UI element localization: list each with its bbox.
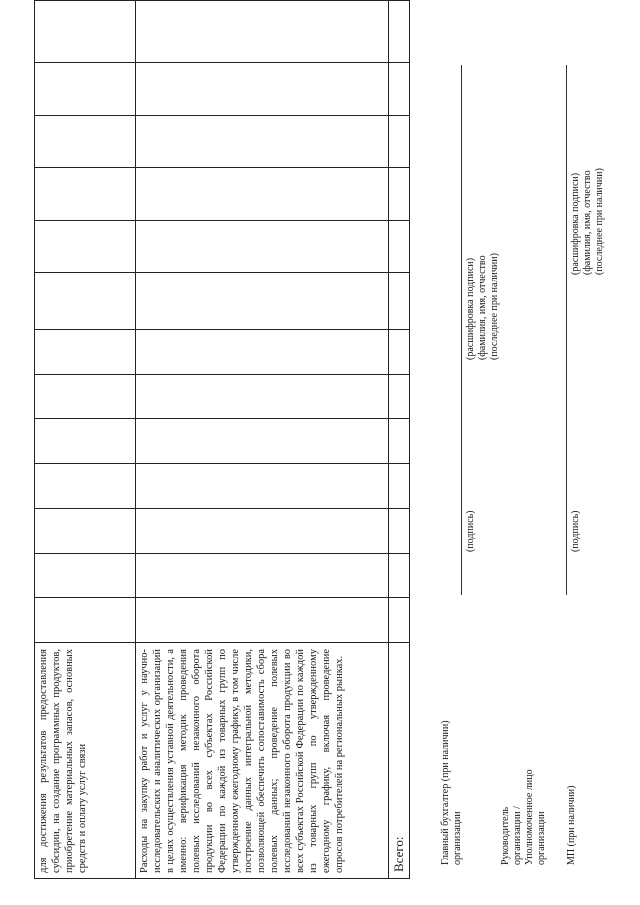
table-cell — [35, 643, 136, 879]
table-cell — [389, 115, 410, 168]
table-cell — [136, 273, 389, 329]
table-row-total — [389, 1, 410, 879]
table-cell — [389, 273, 410, 329]
table-cell — [35, 374, 136, 419]
table-cell — [389, 374, 410, 419]
table-cell — [389, 329, 410, 374]
table-cell — [35, 63, 136, 116]
table-row — [136, 1, 389, 879]
table-cell — [136, 553, 389, 598]
table-cell — [35, 508, 136, 553]
table-row — [35, 1, 136, 879]
accountant-signature-line — [461, 65, 462, 595]
table-cell — [35, 598, 136, 643]
table-cell — [35, 464, 136, 509]
table-cell — [389, 63, 410, 116]
table-cell — [136, 63, 389, 116]
row-description: Расходы на закупку работ и услуг у научно-исследовательских и аналитических организаций в целях осуществления уставной деятельности, а именно: верификация методик проведения полевых исследований незаконного оборота продукции во всех субъектах Российской Федерации по каждой из товарных групп по утвержденному ежегодному графику, в том числе построение данных интегральной методики, позволяющей обеспечить сопоставимость сбора полевых данных; проведение полевых исследований незаконного оборота продукции во всех субъектах Российской Федерации по каждой из товарных групп по утвержденному ежегодному графику, включая проведение опросов потребителей на региональных рынках. — [139, 649, 345, 873]
table-cell — [136, 374, 389, 419]
table-cell — [35, 168, 136, 221]
head-label: Руководитель организации / Уполномоченное лицо организации — [500, 769, 547, 865]
table-cell — [136, 329, 389, 374]
table-cell — [136, 598, 389, 643]
accountant-decode-caption-1: (расшифровка подписи) — [465, 257, 476, 360]
table-cell — [35, 553, 136, 598]
head-decode-caption-3: (последнее при наличии) — [594, 168, 605, 275]
table-cell — [136, 168, 389, 221]
seal-label: МП (при наличии) — [566, 785, 577, 865]
table-cell — [136, 419, 389, 464]
table-cell — [389, 508, 410, 553]
table-cell — [389, 168, 410, 221]
table-cell — [35, 419, 136, 464]
table-cell — [35, 329, 136, 374]
table-cell — [136, 508, 389, 553]
table-cell — [136, 220, 389, 273]
table-cell — [389, 553, 410, 598]
head-signature-caption: (подпись) — [570, 510, 581, 552]
table-cell — [389, 598, 410, 643]
accountant-decode-caption-3: (последнее при наличии) — [489, 253, 500, 360]
table-cell — [35, 273, 136, 329]
head-decode-caption-1: (расшифровка подписи) — [570, 172, 581, 275]
table-cell — [389, 220, 410, 273]
table-cell — [136, 464, 389, 509]
table-cell — [389, 1, 410, 63]
table-cell — [389, 643, 410, 879]
accountant-label: Главный бухгалтер (при наличии) организации — [440, 720, 463, 865]
table-cell — [136, 115, 389, 168]
table-cell — [35, 1, 136, 63]
table-cell — [136, 643, 389, 879]
table-cell — [136, 1, 389, 63]
table-cell — [389, 464, 410, 509]
total-label: Всего: — [391, 836, 406, 872]
table-cell — [389, 419, 410, 464]
accountant-decode-caption-2: (фамилия, имя, отчество — [477, 255, 488, 360]
accountant-signature-caption: (подпись) — [465, 510, 476, 552]
expense-table — [34, 0, 410, 879]
head-decode-caption-2: (фамилия, имя, отчество — [582, 170, 593, 275]
row-description: для достижения результатов предоставления субсидии, на создание программных продуктов, приобретение материальных запасов, основных средств и оплату услуг связи — [38, 649, 88, 873]
head-signature-line — [566, 65, 567, 595]
table-cell — [35, 115, 136, 168]
table-cell — [35, 220, 136, 273]
